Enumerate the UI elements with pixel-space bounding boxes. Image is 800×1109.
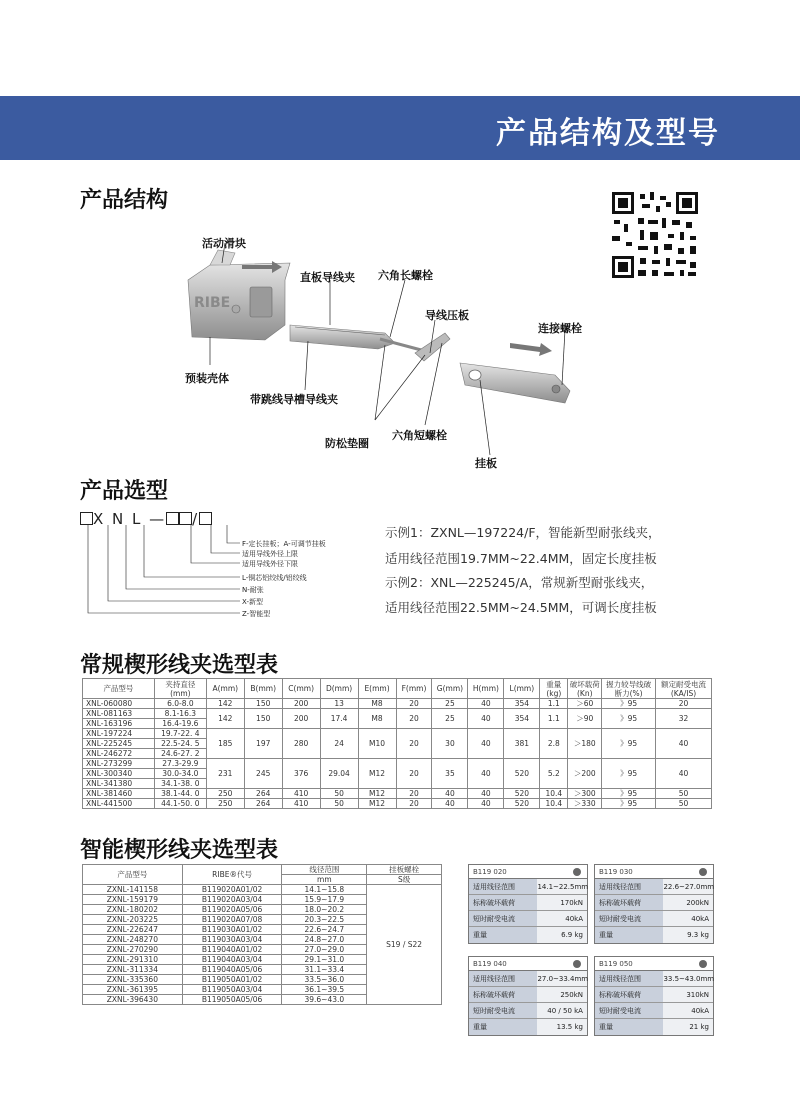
col-header: 产品型号 <box>83 679 155 699</box>
label-short-bolt: 六角短螺栓 <box>392 429 447 442</box>
col-header: C(mm) <box>282 679 320 699</box>
table-row: ZXNL-291310 B119040A03/04 29.1~31.0 <box>83 955 442 965</box>
legend-item: Z-智能型 <box>242 610 271 618</box>
spec-card-b119-040 <box>468 956 588 1036</box>
table-row: ZXNL-203225 B119020A07/08 20.3~22.5 <box>83 915 442 925</box>
title-banner <box>0 96 800 160</box>
card-row: 标称破坏载荷 170kN <box>469 895 587 911</box>
col-header: 额定耐受电流(KA/IS) <box>656 679 712 699</box>
spec-card-b119-030 <box>594 864 714 944</box>
table-row: ZXNL-159179 B119020A03/04 15.9~17.9 <box>83 895 442 905</box>
table-row: XNL-381460 38.1-44. 0 250 264 410 50 M12 20 40 40 520 10.4 ＞300 》95 50 <box>83 789 712 799</box>
col-header: A(mm) <box>206 679 244 699</box>
card-row: 重量 9.3 kg <box>595 927 713 943</box>
table-row: XNL-060080 6.0-8.0 142 150 200 13 M8 20 25 40 354 1.1 ＞60 》95 20 <box>83 699 712 709</box>
col-header: 握力较导线破断力(%) <box>602 679 656 699</box>
col-header: 挂板螺栓 <box>367 865 442 875</box>
label-press-plate: 导线压板 <box>425 309 469 322</box>
card-title: B119 020 <box>469 865 587 879</box>
col-header: H(mm) <box>468 679 504 699</box>
card-row: 短时耐受电流 40kA <box>469 911 587 927</box>
col-header: RIBE®代号 <box>182 865 282 885</box>
table-row: ZXNL-270290 B119040A01/02 27.0~29.0 <box>83 945 442 955</box>
legend-item: X-新型 <box>242 598 263 606</box>
card-row: 重量 6.9 kg <box>469 927 587 943</box>
table-row: ZXNL-335360 B119050A01/02 33.5~36.0 <box>83 975 442 985</box>
table-row: XNL-163196 16.4-19.6 <box>83 719 712 729</box>
col-subheader: mm <box>282 875 367 885</box>
card-title: B119 040 <box>469 957 587 971</box>
structure-heading: 产品结构 <box>80 188 169 213</box>
table-row: XNL-273299 27.3-29.9 231 245 376 29.04 M12 20 35 40 520 5.2 ＞200 》95 40 <box>83 759 712 769</box>
col-header: 线径范围 <box>282 865 367 875</box>
card-title: B119 030 <box>595 865 713 879</box>
table-row: XNL-300340 30.0-34.0 <box>83 769 712 779</box>
card-row: 标称破坏载荷 250kN <box>469 987 587 1003</box>
selection-heading: 产品选型 <box>80 479 169 504</box>
col-header: 产品型号 <box>83 865 183 885</box>
col-header: G(mm) <box>432 679 468 699</box>
card-row: 短时耐受电流 40 / 50 kA <box>469 1003 587 1019</box>
col-header: F(mm) <box>396 679 432 699</box>
code-box <box>166 512 179 525</box>
example-line: 适用线径范围19.7MM~22.4MM，固定长度挂板 <box>385 551 657 566</box>
col-header: B(mm) <box>244 679 282 699</box>
card-row: 适用线径范围 27.0~33.4mm <box>469 971 587 987</box>
label-washer: 防松垫圈 <box>325 437 369 450</box>
label-long-bolt: 六角长螺栓 <box>378 269 433 282</box>
table-row: ZXNL-248270 B119030A03/04 24.8~27.0 <box>83 935 442 945</box>
col-header: D(mm) <box>320 679 358 699</box>
table-row: XNL-341380 34.1-38. 0 <box>83 779 712 789</box>
table-row: ZXNL-180202 B119020A05/06 18.0~20.2 <box>83 905 442 915</box>
table-row: XNL-441500 44.1-50. 0 250 264 410 50 M12 20 40 40 520 10.4 ＞330 》95 50 <box>83 799 712 809</box>
card-row: 适用线径范围 33.5~43.0mm <box>595 971 713 987</box>
label-clamp: 直板导线夹 <box>300 271 355 284</box>
label-shell: 预装壳体 <box>185 372 229 385</box>
label-conn-bolt: 连接螺栓 <box>538 322 582 335</box>
label-slider: 活动滑块 <box>202 237 246 250</box>
card-title: B119 050 <box>595 957 713 971</box>
smart-table <box>82 864 442 1005</box>
structure-figure <box>180 225 620 470</box>
legend-item: 适用导线外径上限 <box>242 550 298 558</box>
col-header: 夹持直径(mm) <box>154 679 206 699</box>
col-header: 破坏载荷(Kn) <box>569 679 600 698</box>
code-box <box>179 512 192 525</box>
card-row: 标称破坏载荷 200kN <box>595 895 713 911</box>
card-row: 重量 13.5 kg <box>469 1019 587 1035</box>
card-row: 适用线径范围 14.1~22.5mm <box>469 879 587 895</box>
card-row: 适用线径范围 22.6~27.0mm <box>595 879 713 895</box>
label-hang-plate: 挂板 <box>475 457 497 470</box>
regular-heading: 常规楔形线夹选型表 <box>80 653 279 678</box>
label-jumper-clamp: 带跳线导槽导线夹 <box>250 393 338 406</box>
card-row: 标称破坏载荷 310kN <box>595 987 713 1003</box>
conductor-icon <box>573 960 581 968</box>
code-legend-lines <box>80 525 260 620</box>
table-row: XNL-225245 22.5-24. 5 <box>83 739 712 749</box>
brand-mark: RIBE <box>194 295 231 311</box>
table-row: ZXNL-396430 B119050A05/06 39.6~43.0 <box>83 995 442 1005</box>
card-row: 短时耐受电流 40kA <box>595 1003 713 1019</box>
regular-table <box>82 678 712 809</box>
legend-item: L-铜芯铝绞线/铝绞线 <box>242 574 307 582</box>
card-row: 短时耐受电流 40kA <box>595 911 713 927</box>
conductor-icon <box>699 868 707 876</box>
code-letters: X N L — <box>93 510 167 528</box>
legend-item: F-定长挂板；A-可调节挂板 <box>242 540 326 548</box>
banner-title: 产品结构及型号 <box>496 116 720 151</box>
table-row: ZXNL-361395 B119050A03/04 36.1~39.5 <box>83 985 442 995</box>
col-header: E(mm) <box>358 679 396 699</box>
code-box <box>199 512 212 525</box>
legend-item: N-耐张 <box>242 586 264 594</box>
table-row: ZXNL-311334 B119040A05/06 31.1~33.4 <box>83 965 442 975</box>
smart-heading: 智能楔形线夹选型表 <box>80 838 279 863</box>
example-line: 示例1：ZXNL—197224/F，智能新型耐张线夹， <box>385 525 661 540</box>
table-row: ZXNL-141158 B119020A01/02 14.1~15.8 S19 / S22 <box>83 885 442 895</box>
table-row: XNL-246272 24.6-27. 2 <box>83 749 712 759</box>
code-slash: / <box>192 510 200 528</box>
example-line: 示例2：XNL—225245/A，常规新型耐张线夹， <box>385 575 654 590</box>
spec-card-b119-020 <box>468 864 588 944</box>
table-row: XNL-197224 19.7-22. 4 185 197 280 24 M10 20 30 40 381 2.8 ＞180 》95 40 <box>83 729 712 739</box>
example-line: 适用线径范围22.5MM~24.5MM，可调长度挂板 <box>385 600 657 615</box>
col-subheader: S级 <box>367 875 442 885</box>
conductor-icon <box>699 960 707 968</box>
col-header: 重量(kg) <box>540 679 568 699</box>
card-row: 重量 21 kg <box>595 1019 713 1035</box>
conductor-icon <box>573 868 581 876</box>
qr-code <box>610 190 700 280</box>
table-row: XNL-081163 8.1-16.3 142 150 200 17.4 M8 20 25 40 354 1.1 ＞90 》95 32 <box>83 709 712 719</box>
table-row: ZXNL-226247 B119030A01/02 22.6~24.7 <box>83 925 442 935</box>
arrow-icon <box>510 343 552 356</box>
bolt-cell: S19 / S22 <box>367 885 442 1005</box>
col-header: L(mm) <box>504 679 540 699</box>
spec-card-b119-050 <box>594 956 714 1036</box>
legend-item: 适用导线外径下限 <box>242 560 298 568</box>
code-box <box>80 512 93 525</box>
